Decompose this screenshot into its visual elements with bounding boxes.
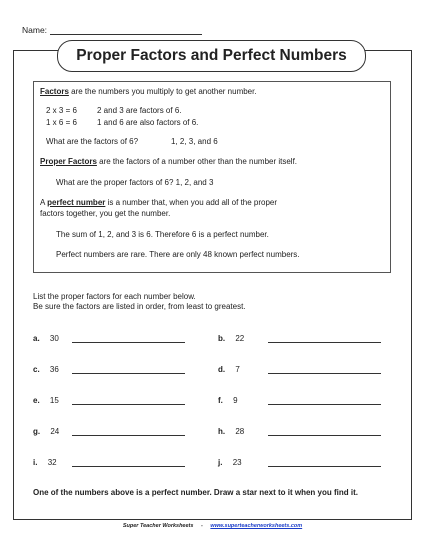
factors-definition: [40, 87, 257, 97]
perfect-pre: A: [40, 198, 45, 207]
proper-factors-term: Proper Factors: [40, 157, 97, 166]
item-letter: g.: [33, 427, 41, 436]
item-letter: h.: [218, 427, 226, 436]
answer-line-b[interactable]: [268, 342, 381, 343]
footer-link[interactable]: www.superteacherworksheets.com: [210, 523, 303, 529]
item-number: 36: [49, 365, 59, 374]
footer: [0, 521, 425, 531]
info-box: [33, 81, 391, 273]
answer-line-i[interactable]: [72, 466, 185, 467]
item-number: 15: [49, 396, 59, 405]
rare-note: Perfect numbers are rare. There are only 48 known perfect numbers.: [56, 250, 300, 259]
perfect-def-1: is a number that, when you add all of the proper: [107, 198, 278, 207]
item-e: [33, 396, 59, 406]
item-j: [218, 458, 242, 468]
item-letter: a.: [33, 334, 40, 343]
instructions-line-1: List the proper factors for each number below.: [33, 292, 196, 301]
item-h: [218, 427, 244, 437]
answer-line-j[interactable]: [268, 466, 381, 467]
example-1-equation: 2 x 3 = 6: [46, 106, 77, 115]
item-letter: d.: [218, 365, 226, 374]
footer-separator: -: [200, 523, 203, 529]
item-a: [33, 334, 59, 344]
item-letter: f.: [218, 396, 223, 405]
answer-line-e[interactable]: [72, 404, 185, 405]
perfect-number-definition: [40, 198, 277, 208]
question-factors: What are the factors of 6?: [46, 137, 139, 146]
item-number: 30: [49, 334, 59, 343]
answer-line-g[interactable]: [72, 435, 185, 436]
instructions-line-2: Be sure the factors are listed in order, from least to greatest.: [33, 302, 246, 311]
example-1-note: 2 and 3 are factors of 6.: [97, 106, 182, 115]
factors-def: are the numbers you multiply to get another number.: [71, 87, 257, 96]
item-i: [33, 458, 57, 468]
item-letter: e.: [33, 396, 40, 405]
factors-term: Factors: [40, 87, 69, 96]
item-letter: i.: [33, 458, 38, 467]
name-row: [22, 25, 202, 35]
item-letter: b.: [218, 334, 226, 343]
item-g: [33, 427, 59, 437]
name-label: Name:: [22, 25, 48, 35]
answer-line-a[interactable]: [72, 342, 185, 343]
sum-note: The sum of 1, 2, and 3 is 6. Therefore 6 is a perfect number.: [56, 230, 269, 239]
answer-factors: 1, 2, 3, and 6: [171, 137, 218, 146]
perfect-number-term: perfect number: [47, 198, 106, 207]
perfect-number-task: One of the numbers above is a perfect number. Draw a star next to it when you find it.: [33, 488, 358, 497]
answer-line-d[interactable]: [268, 373, 381, 374]
example-2-equation: 1 x 6 = 6: [46, 118, 77, 127]
question-proper-factors: What are the proper factors of 6? 1, 2, and 3: [56, 178, 214, 187]
item-number: 23: [232, 458, 242, 467]
proper-factors-def: are the factors of a number other than the number itself.: [99, 157, 298, 166]
page-title: Proper Factors and Perfect Numbers: [57, 40, 366, 72]
item-number: 24: [50, 427, 60, 436]
item-d: [218, 365, 240, 375]
proper-factors-definition: [40, 157, 297, 167]
item-letter: c.: [33, 365, 40, 374]
item-b: [218, 334, 244, 344]
item-letter: j.: [218, 458, 223, 467]
item-f: [218, 396, 238, 406]
example-2-note: 1 and 6 are also factors of 6.: [97, 118, 199, 127]
item-number: 7: [235, 365, 240, 374]
footer-brand: Super Teacher Worksheets: [122, 523, 194, 529]
item-number: 28: [235, 427, 245, 436]
item-number: 9: [233, 396, 238, 405]
perfect-def-2: factors together, you get the number.: [40, 209, 171, 218]
answer-line-h[interactable]: [268, 435, 381, 436]
item-number: 22: [235, 334, 245, 343]
item-number: 32: [47, 458, 57, 467]
answer-line-c[interactable]: [72, 373, 185, 374]
name-field-line[interactable]: [50, 26, 202, 35]
answer-line-f[interactable]: [268, 404, 381, 405]
item-c: [33, 365, 59, 375]
